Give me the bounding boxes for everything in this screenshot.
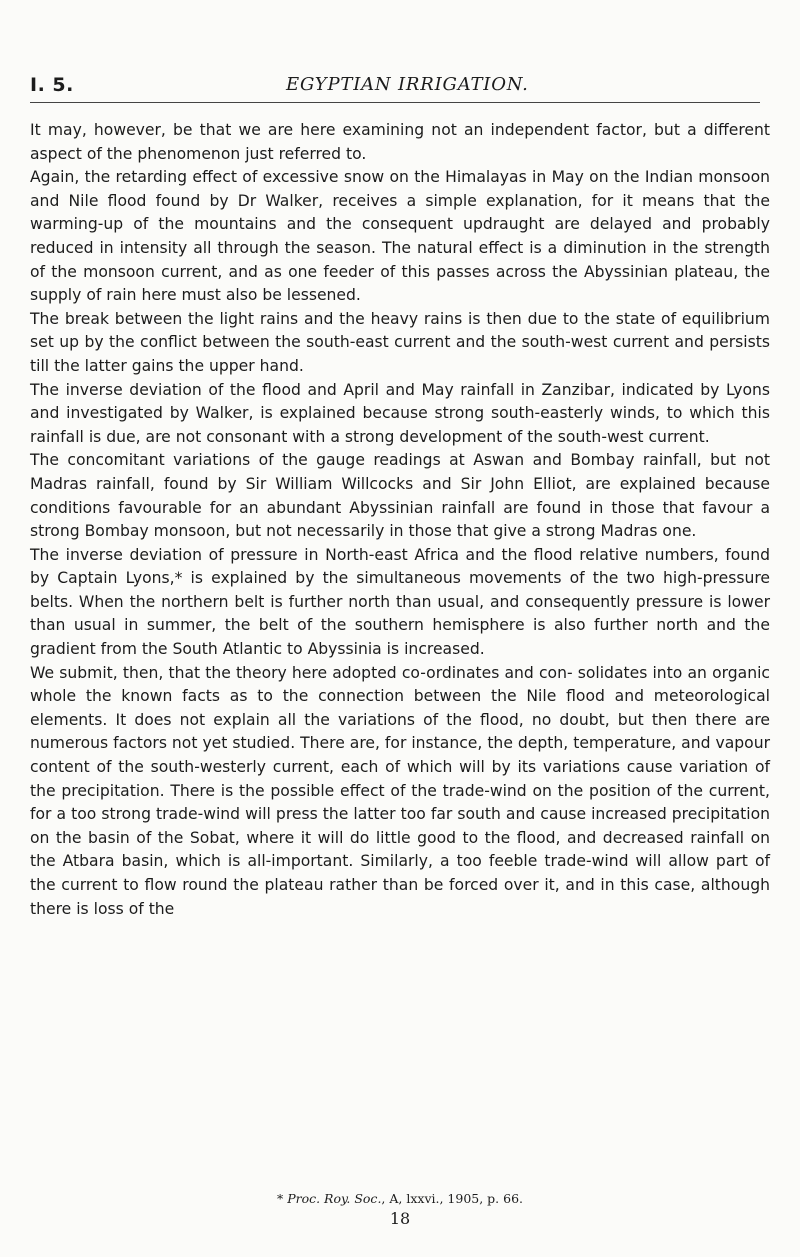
paragraph: The inverse deviation of the flood and April and May rainfall in Zanzibar, indicated by Lyons and investigated by Walker, is explained because strong south-easterly winds, to which this rainfall is due, are not consonant with a strong development of the south-west current. bbox=[30, 380, 770, 446]
paragraph: We submit, then, that the theory here adopted co-ordinates and con- solidates into an organic whole the known facts as to the connection between the Nile flood and meteorological elements. It does not explain all the variations of the flood, no doubt, but then there are numerous factors not yet studied. There are, for instance, the depth, temperature, and vapour content of the south-westerly current, each of which will by its variations cause variation of the precipitation. There is the possible effect of the trade-wind on the position of the current, for a too strong trade-wind will press the latter too far south and cause increased precipitation on the basin of the Sobat, where it will do little good to the flood, and decreased rainfall on the Atbara basin, which is all-important. Similarly, a too feeble trade-wind will allow part of the current to flow round the plateau rather than be forced over it, and in this case, although there is loss of the bbox=[30, 663, 770, 918]
paragraph: Again, the retarding effect of excessive snow on the Himalayas in May on the Indian monsoon and Nile flood found by Dr Walker, receives a simple explanation, for it means that the warming-up of the mountains and the consequent updraught are delayed and probably reduced in intensity all through the season. The natural effect is a diminution in the strength of the monsoon current, and as one feeder of this passes across the Abyssinian plateau, the supply of rain here must also be lessened. bbox=[30, 168, 770, 305]
page-number: 18 bbox=[389, 1209, 411, 1228]
footnote-marker: * bbox=[276, 1191, 288, 1206]
section-number: I. 5. bbox=[30, 74, 74, 96]
paragraph: The concomitant variations of the gauge readings at Aswan and Bombay rainfall, but not Madras rainfall, found by Sir William Willcocks and Sir John Elliot, are explained because conditions favourable for an abundant Abyssinian rainfall are found in those that favour a strong Bombay monsoon, but not necessarily in those that give a strong Madras one. bbox=[30, 451, 770, 541]
footnote bbox=[0, 1191, 800, 1206]
footnote-details: , A, lxxvi., 1905, p. 66. bbox=[381, 1191, 524, 1206]
running-title: EGYPTIAN IRRIGATION. bbox=[286, 74, 529, 95]
paragraph: The inverse deviation of pressure in North-east Africa and the flood relative numbers, found by Captain Lyons,* is explained by the simultaneous movements of the two high-pressure belts. When the northern belt is further north than usual, and consequently pressure is lower than usual in summer, the belt of the southern hemisphere is also further north and the gradient from the South Atlantic to Abyssinia is increased. bbox=[30, 545, 770, 659]
footnote-source: Proc. Roy. Soc. bbox=[287, 1191, 382, 1206]
running-head bbox=[30, 74, 760, 103]
paragraph: The break between the light rains and the heavy rains is then due to the state of equilibrium set up by the conflict between the south-east current and the south-west current and persists till the latter gains the upper hand. bbox=[30, 309, 770, 375]
body-text bbox=[30, 119, 770, 921]
paragraph: It may, however, be that we are here examining not an independent factor, but a different aspect of the phenomenon just referred to. bbox=[30, 121, 770, 163]
